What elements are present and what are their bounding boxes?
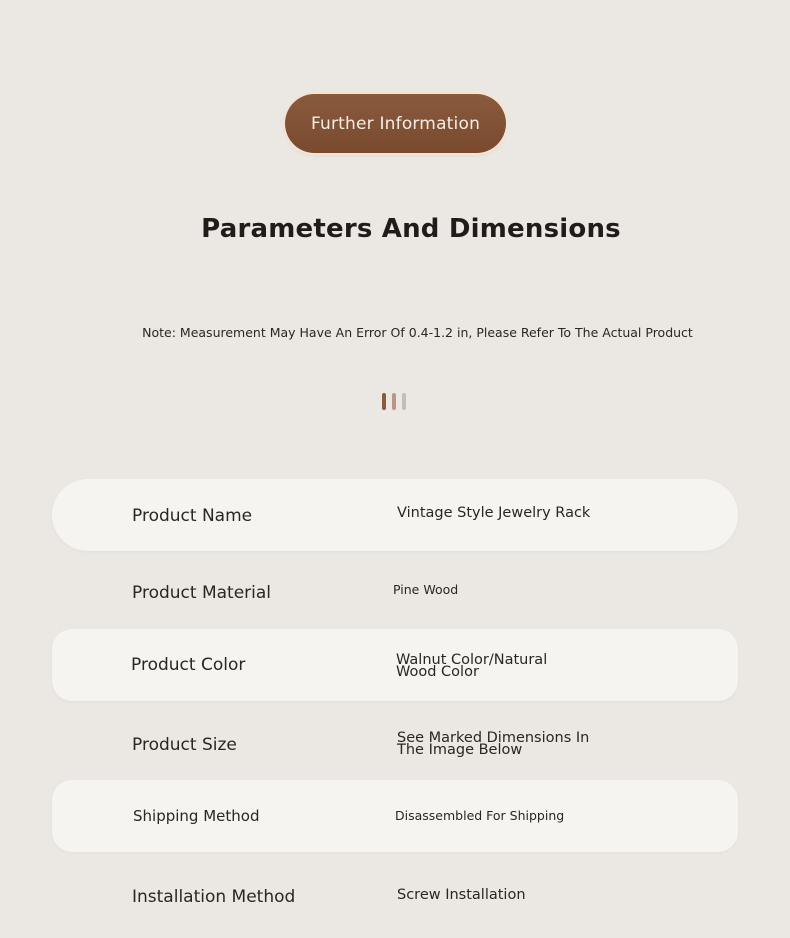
spec-label: Product Name	[132, 506, 253, 526]
divider-bar	[402, 393, 406, 410]
spec-row-installation-method	[52, 860, 738, 932]
spec-row-product-size	[52, 705, 738, 777]
page-title: Parameters And Dimensions	[201, 214, 621, 244]
spec-value: Disassembled For Shipping	[395, 808, 565, 823]
spec-row-product-name	[52, 479, 738, 551]
spec-value: Vintage Style Jewelry Rack	[397, 505, 591, 521]
spec-label: Product Material	[132, 583, 272, 603]
spec-value: Walnut Color/Natural Wood Color	[396, 652, 548, 680]
spec-row-product-material	[52, 555, 738, 627]
spec-value: See Marked Dimensions In The Image Below	[397, 730, 590, 758]
spec-label: Product Color	[131, 655, 246, 675]
spec-value: Pine Wood	[393, 582, 459, 597]
divider-bar	[392, 393, 396, 410]
spec-row-product-color	[52, 629, 738, 701]
spec-label: Product Size	[132, 735, 237, 755]
spec-label: Installation Method	[132, 887, 296, 907]
further-information-label: Further Information	[310, 113, 481, 134]
spec-value: Screw Installation	[397, 887, 526, 903]
measurement-note: Note: Measurement May Have An Error Of 0.4-1.2 in, Please Refer To The Actual Product	[142, 325, 693, 340]
spec-row-shipping-method	[52, 780, 738, 852]
divider-bar	[382, 393, 386, 410]
decorative-divider	[382, 393, 406, 410]
spec-label: Shipping Method	[133, 807, 260, 825]
further-information-button[interactable]	[285, 94, 506, 153]
